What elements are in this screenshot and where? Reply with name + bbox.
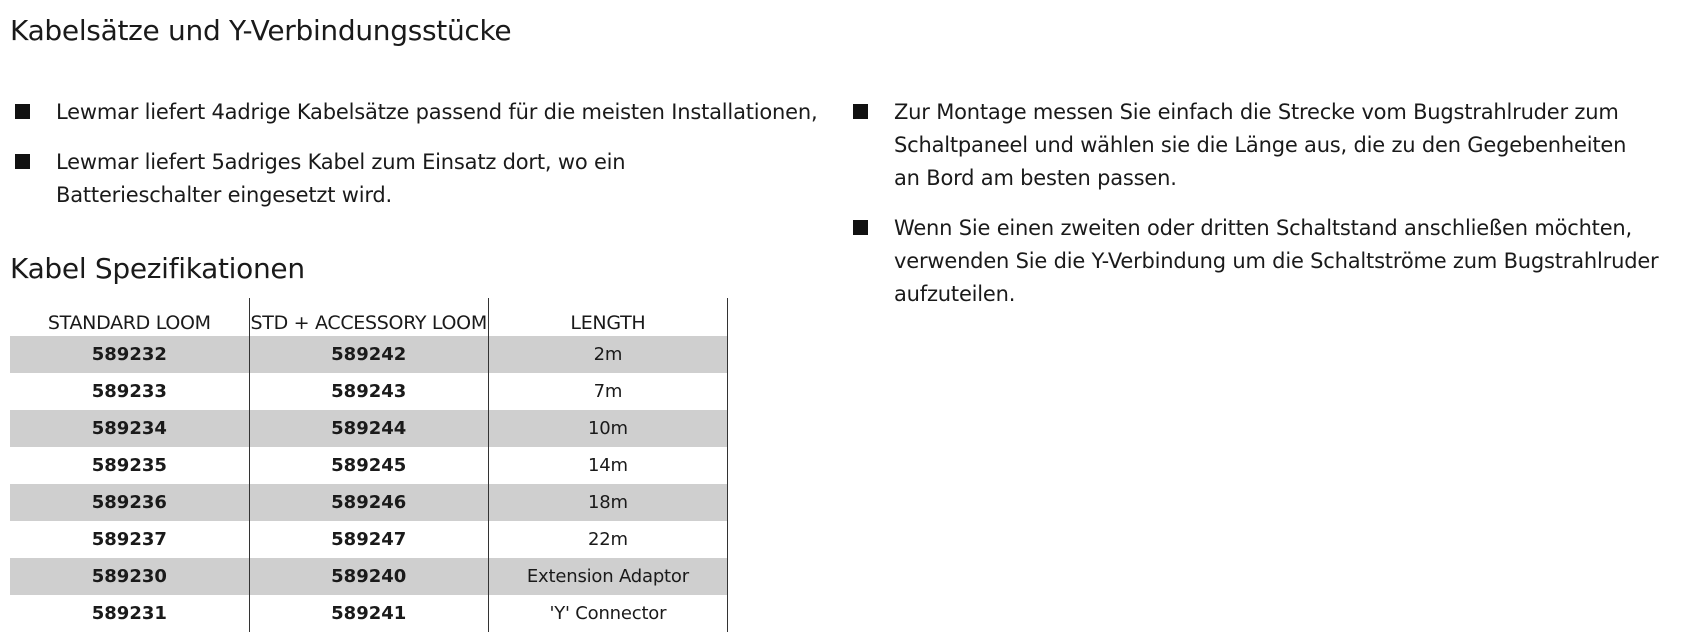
cable-spec-table: [10, 298, 728, 632]
bullet-list-left: [12, 96, 832, 229]
standard-loom-cell: 589234: [10, 410, 249, 447]
square-bullet-icon: [15, 104, 30, 119]
standard-loom-cell: 589230: [10, 558, 249, 595]
length-cell: 2m: [488, 336, 727, 373]
table-row: [10, 595, 728, 632]
length-cell: 'Y' Connector: [488, 595, 727, 632]
length-cell: Extension Adaptor: [488, 558, 727, 595]
accessory-loom-cell: 589242: [249, 336, 488, 373]
table-row: [10, 410, 728, 447]
table-row: [10, 447, 728, 484]
square-bullet-icon: [15, 154, 30, 169]
standard-loom-cell: 589233: [10, 373, 249, 410]
table-row: [10, 373, 728, 410]
accessory-loom-cell: 589240: [249, 558, 488, 595]
bullet-item: [850, 96, 1634, 195]
table-header-row: [10, 298, 728, 336]
square-bullet-icon: [853, 104, 868, 119]
bullet-text: Lewmar liefert 5adriges Kabel zum Einsatz dort, wo ein Batterieschalter eingesetzt wird.: [56, 150, 626, 207]
length-cell: 7m: [488, 373, 727, 410]
table-row: [10, 558, 728, 595]
section-title-cable-specs: Kabel Spezifikationen: [10, 252, 305, 285]
standard-loom-cell: 589231: [10, 595, 249, 632]
bullet-list-right: [850, 96, 1680, 328]
standard-loom-cell: 589236: [10, 484, 249, 521]
standard-loom-cell: 589235: [10, 447, 249, 484]
length-cell: 10m: [488, 410, 727, 447]
page-title: Kabelsätze und Y-Verbindungsstücke: [10, 14, 512, 47]
length-cell: 14m: [488, 447, 727, 484]
bullet-text: Wenn Sie einen zweiten oder dritten Schaltstand anschließen möchten, verwenden Sie die Y-Verbindung um die Schaltströme zum Bugstrahlruder aufzuteilen.: [894, 216, 1659, 306]
bullet-item: [850, 212, 1664, 311]
accessory-loom-cell: 589244: [249, 410, 488, 447]
column-header-length: LENGTH: [488, 298, 727, 336]
column-header-accessory-loom: STD + ACCESSORY LOOM: [249, 298, 488, 336]
accessory-loom-cell: 589245: [249, 447, 488, 484]
accessory-loom-cell: 589247: [249, 521, 488, 558]
bullet-item: [12, 96, 832, 129]
length-cell: 18m: [488, 484, 727, 521]
accessory-loom-cell: 589241: [249, 595, 488, 632]
standard-loom-cell: 589237: [10, 521, 249, 558]
length-cell: 22m: [488, 521, 727, 558]
table-row: [10, 336, 728, 373]
bullet-item: [12, 146, 761, 212]
table-row: [10, 521, 728, 558]
accessory-loom-cell: 589246: [249, 484, 488, 521]
standard-loom-cell: 589232: [10, 336, 249, 373]
square-bullet-icon: [853, 220, 868, 235]
bullet-text: Zur Montage messen Sie einfach die Strecke vom Bugstrahlruder zum Schaltpaneel und wählen sie die Länge aus, die zu den Gegebenheiten an Bord am besten passen.: [894, 100, 1627, 190]
table-row: [10, 484, 728, 521]
bullet-text: Lewmar liefert 4adrige Kabelsätze passend für die meisten Installationen,: [56, 100, 818, 124]
column-header-standard-loom: STANDARD LOOM: [10, 298, 249, 336]
accessory-loom-cell: 589243: [249, 373, 488, 410]
